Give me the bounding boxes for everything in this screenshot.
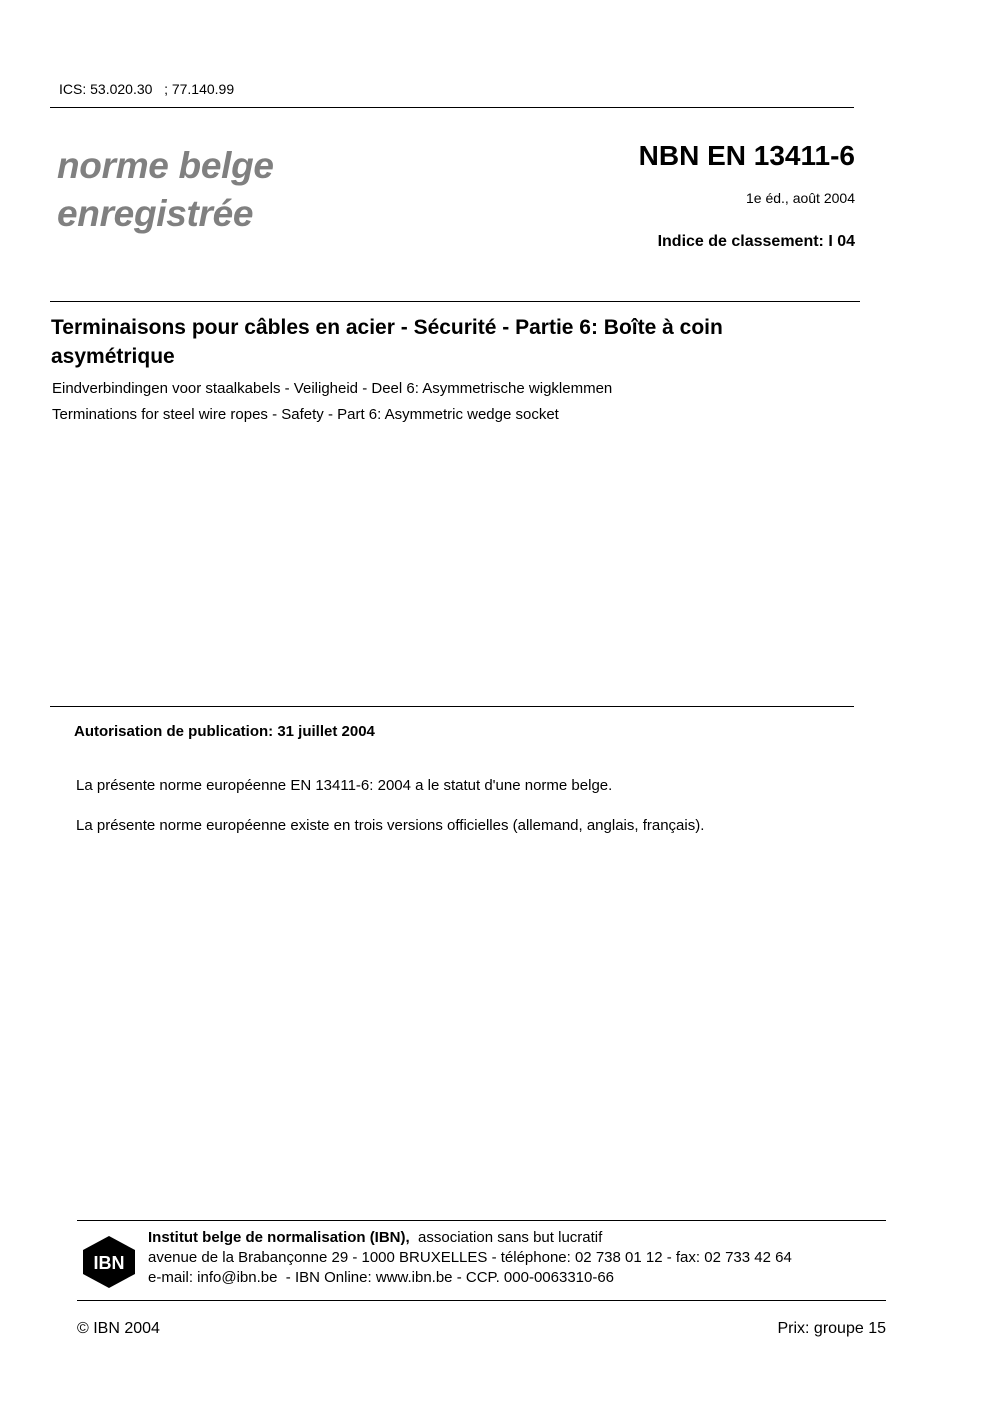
institute-type: association sans but lucratif	[409, 1229, 603, 1246]
brand-title	[57, 142, 274, 238]
ics-codes: ICS: 53.020.30 ; 77.140.99	[59, 81, 235, 97]
copyright-notice: © IBN 2004	[77, 1320, 160, 1337]
title-dutch: Eindverbindingen voor staalkabels - Veiligheid - Deel 6: Asymmetrische wigklemmen	[52, 380, 613, 397]
institute-info	[148, 1228, 792, 1288]
footer-bottom-divider	[77, 1300, 886, 1301]
institute-address: avenue de la Brabançonne 29 - 1000 BRUXELLES - téléphone: 02 738 01 12 - fax: 02 733 42 64	[148, 1249, 792, 1266]
header-divider	[50, 107, 854, 108]
brand-line-2: enregistrée	[57, 193, 254, 234]
ibn-logo	[83, 1236, 135, 1288]
publication-divider	[50, 706, 854, 707]
title-divider	[50, 301, 860, 302]
institute-contact: e-mail: info@ibn.be - IBN Online: www.ibn.be - CCP. 000-0063310-66	[148, 1269, 615, 1286]
classification-index: Indice de classement: I 04	[657, 233, 855, 250]
edition-date: 1e éd., août 2004	[746, 190, 855, 206]
title-english: Terminations for steel wire ropes - Safety - Part 6: Asymmetric wedge socket	[52, 406, 559, 423]
title-french: Terminaisons pour câbles en acier - Sécurité - Partie 6: Boîte à coin asymétrique	[51, 316, 723, 368]
status-paragraph: La présente norme européenne EN 13411-6: 2004 a le statut d'une norme belge.	[76, 777, 613, 794]
standard-number: NBN EN 13411-6	[638, 140, 855, 171]
brand-line-1: norme belge	[57, 145, 274, 186]
versions-paragraph: La présente norme européenne existe en trois versions officielles (allemand, anglais, français).	[76, 817, 705, 834]
footer-top-divider	[77, 1220, 886, 1221]
institute-name: Institut belge de normalisation (IBN),	[148, 1229, 410, 1246]
price-group: Prix: groupe 15	[777, 1320, 886, 1337]
ibn-logo-text: IBN	[93, 1253, 125, 1273]
institute-heading	[148, 1228, 792, 1248]
publication-authorization: Autorisation de publication: 31 juillet 2004	[74, 723, 375, 740]
